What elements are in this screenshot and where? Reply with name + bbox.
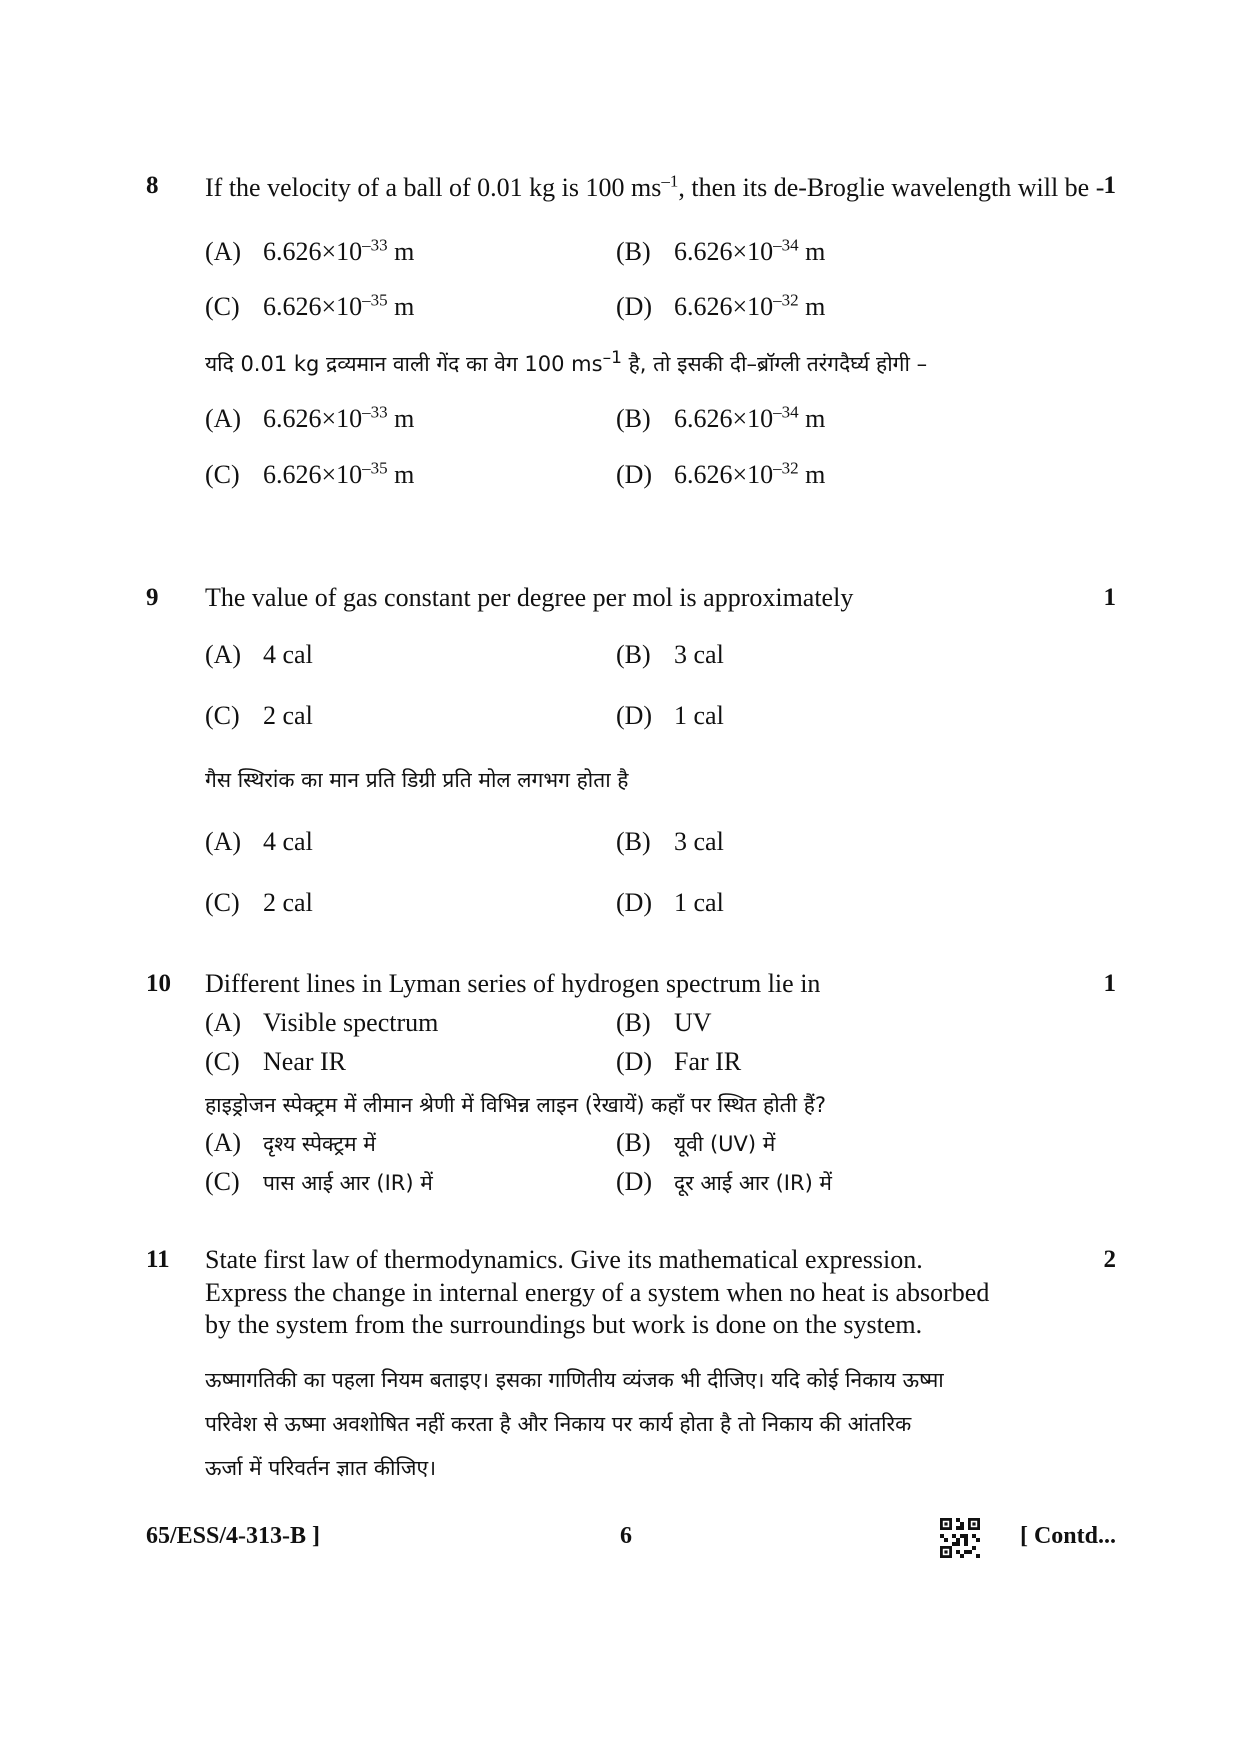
question-marks: 1 — [1103, 584, 1116, 611]
question-stem-hi: गैस स्थिरांक का मान प्रति डिग्री प्रति मोल लगभग होता है — [205, 768, 629, 792]
option-c: (C) 2 cal — [205, 701, 313, 730]
option-a-hi: (A) दृश्य स्पेक्ट्रम में — [205, 1128, 376, 1157]
question-text-en-line: Express the change in internal energy of a system when no heat is absorbed — [205, 1278, 990, 1307]
option-a-hi: (A) 4 cal — [205, 827, 313, 856]
question-text-en-line: by the system from the surroundings but work is done on the system. — [205, 1310, 923, 1339]
option-a: (A) $6.626\times 10^{-33}$ m — [205, 235, 415, 266]
question-number: 11 — [146, 1246, 170, 1273]
question-number: 8 — [146, 172, 159, 199]
option-a-hi: (A) $6.626\times 10^{-33}$ m — [205, 402, 415, 433]
question-number: 10 — [146, 970, 171, 997]
question-stem-en: Different lines in Lyman series of hydrogen spectrum lie in — [205, 969, 821, 998]
option-b-hi: (B) 3 cal — [616, 827, 724, 856]
option-b: (B) 3 cal — [616, 640, 724, 669]
option-c: (C) Near IR — [205, 1047, 347, 1076]
question-marks: 1 — [1103, 970, 1116, 997]
paper-code: 65/ESS/4-313-B ] — [146, 1523, 321, 1549]
question-text-hi-line: ऊष्मागतिकी का पहला नियम बताइए। इसका गाणितीय व्यंजक भी दीजिए। यदि कोई निकाय ऊष्मा — [205, 1368, 944, 1392]
option-d: (D) 1 cal — [616, 701, 724, 730]
option-b-hi: (B) यूवी (UV) में — [616, 1128, 776, 1157]
option-d-hi: (D) दूर आई आर (IR) में — [616, 1167, 832, 1196]
option-c-hi: (C) 2 cal — [205, 888, 313, 917]
question-text-en-line: State first law of thermodynamics. Give its mathematical expression. — [205, 1245, 923, 1274]
option-c: (C) $6.626\times 10^{-35}$ m — [205, 290, 415, 321]
option-d-hi: (D) 1 cal — [616, 888, 724, 917]
question-stem-en: If the velocity of a ball of 0.01 kg is 100 $ms^{-1}$, then its de-Broglie wavelength will be - — [205, 171, 1105, 202]
question-marks: 2 — [1103, 1246, 1116, 1273]
question-stem-hi: यदि 0.01 kg द्रव्यमान वाली गेंद का वेग 100 $ms^{-1}$ है, तो इसकी दी–ब्रॉग्ली तरंगदैर्घ्य होगी – — [205, 348, 928, 376]
option-b: (B) UV — [616, 1008, 712, 1037]
question-marks: 1 — [1103, 172, 1116, 199]
option-a: (A) 4 cal — [205, 640, 313, 669]
page-number: 6 — [620, 1523, 632, 1549]
option-a: (A) Visible spectrum — [205, 1008, 439, 1037]
option-b-hi: (B) $6.626\times 10^{-34}$ m — [616, 402, 826, 433]
question-number: 9 — [146, 584, 159, 611]
question-text-hi-line: परिवेश से ऊष्मा अवशोषित नहीं करता है और निकाय पर कार्य होता है तो निकाय की आंतरिक — [205, 1412, 912, 1436]
option-d-hi: (D) $6.626\times 10^{-32}$ m — [616, 458, 826, 489]
option-b: (B) $6.626\times 10^{-34}$ m — [616, 235, 826, 266]
qr-code-icon — [940, 1518, 980, 1558]
continued-label: [ Contd... — [1019, 1523, 1116, 1549]
question-stem-en: The value of gas constant per degree per mol is approximately — [205, 583, 854, 612]
option-c-hi: (C) $6.626\times 10^{-35}$ m — [205, 458, 415, 489]
option-c-hi: (C) पास आई आर (IR) में — [205, 1167, 433, 1196]
question-text-hi-line: ऊर्जा में परिवर्तन ज्ञात कीजिए। — [205, 1456, 437, 1480]
option-d: (D) Far IR — [616, 1047, 742, 1076]
option-d: (D) $6.626\times 10^{-32}$ m — [616, 290, 826, 321]
question-stem-hi: हाइड्रोजन स्पेक्ट्रम में लीमान श्रेणी में विभिन्न लाइन (रेखायें) कहाँ पर स्थित होती हैं? — [205, 1093, 827, 1117]
